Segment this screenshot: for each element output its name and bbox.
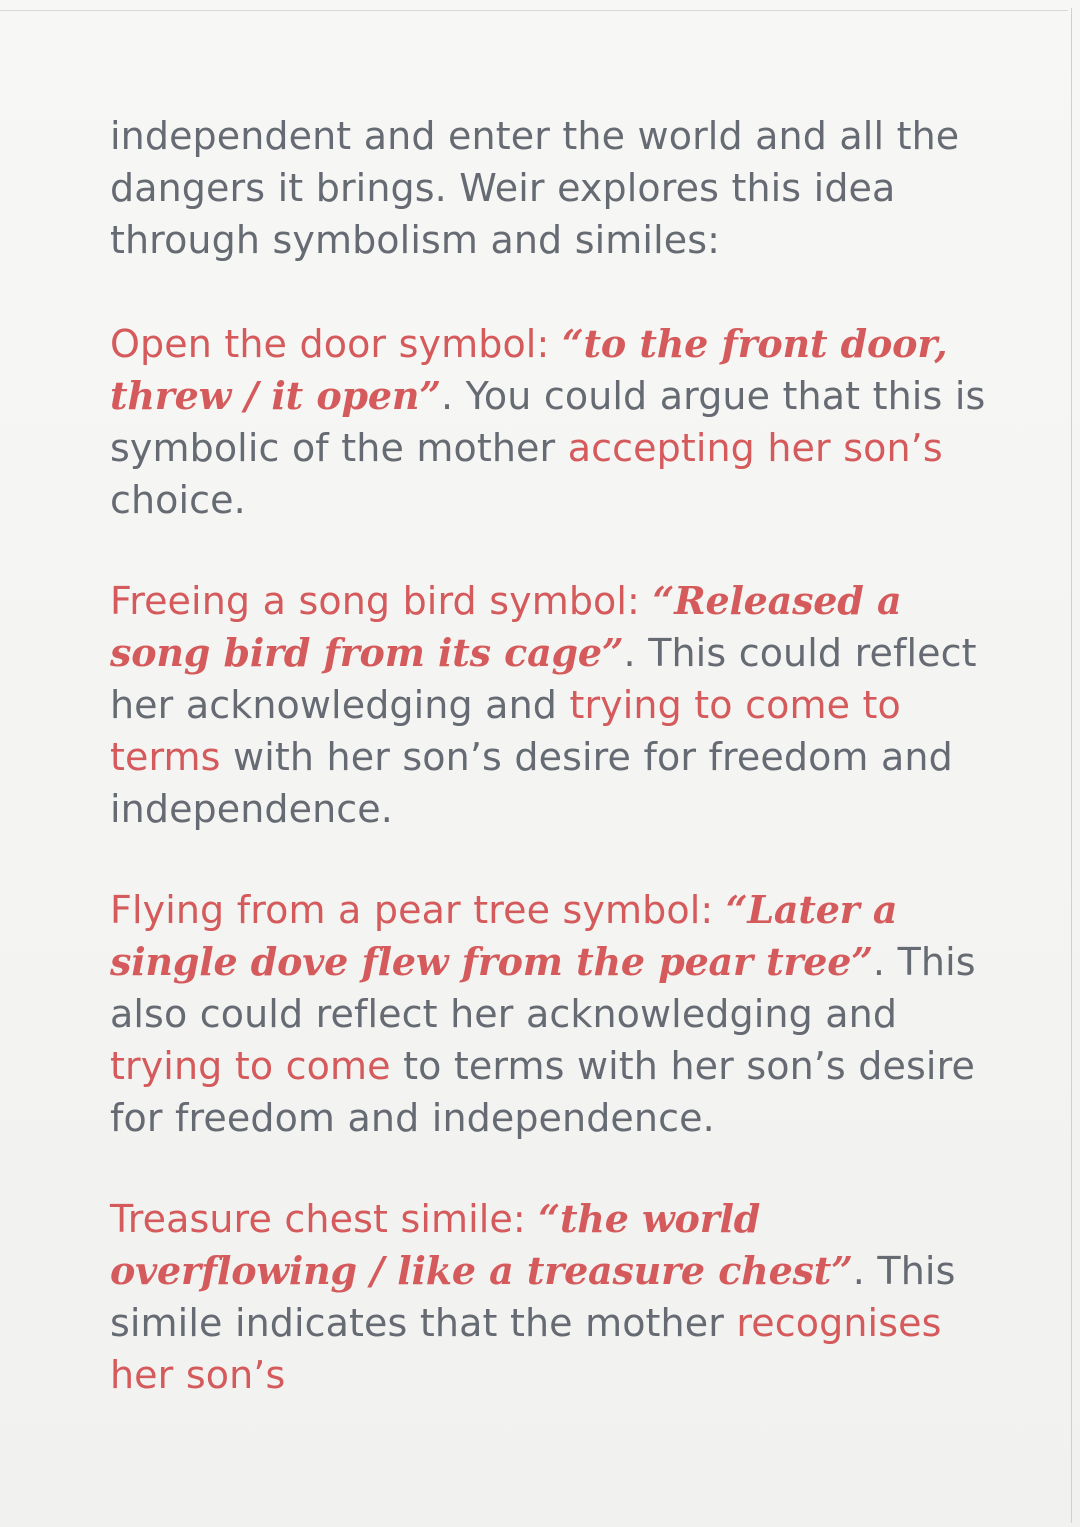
song-bird-text-2: with her son’s desire for freedom and independence. [110,735,953,831]
song-bird-quote: “Released a song bird from its cage” [110,578,902,675]
treasure-chest-quote: “the world overflowing / like a treasure chest” [110,1196,853,1293]
top-edge-line [0,10,1068,11]
pear-tree-quote: “Later a single dove flew from the pear tree” [110,887,898,984]
intro-paragraph: independent and enter the world and all the dangers it brings. Weir explores this idea through symbolism and similes: [110,114,960,262]
door-symbol-text-2: choice. [110,478,246,522]
treasure-chest-highlight: recognises her son’s [110,1301,942,1397]
document-body [110,110,1000,1450]
door-symbol-quote: “to the front door, threw / it open” [110,321,948,418]
song-bird-paragraph [110,575,1000,835]
pear-tree-highlight: trying to come [110,1044,391,1088]
song-bird-highlight: trying to come to terms [110,683,901,779]
pear-tree-text-2: to terms with her son’s desire for freedom and independence. [110,1044,975,1140]
song-bird-label: Freeing a song bird symbol: [110,579,653,623]
door-symbol-highlight: accepting her son’s [567,426,943,470]
treasure-chest-paragraph [110,1193,1000,1401]
song-bird-text-1: . This could reflect her acknowledging and [110,631,977,727]
right-edge-line [1071,8,1072,1523]
pear-tree-label: Flying from a pear tree symbol: [110,888,726,932]
pear-tree-text-1: . This also could reflect her acknowledging and [110,940,976,1036]
door-symbol-paragraph [110,318,1000,526]
pear-tree-paragraph [110,884,1000,1144]
treasure-chest-label: Treasure chest simile: [110,1197,539,1241]
treasure-chest-text-1: . This simile indicates that the mother [110,1249,956,1345]
door-symbol-text-1: . You could argue that this is symbolic of the mother [110,374,986,470]
door-symbol-label: Open the door symbol: [110,322,562,366]
